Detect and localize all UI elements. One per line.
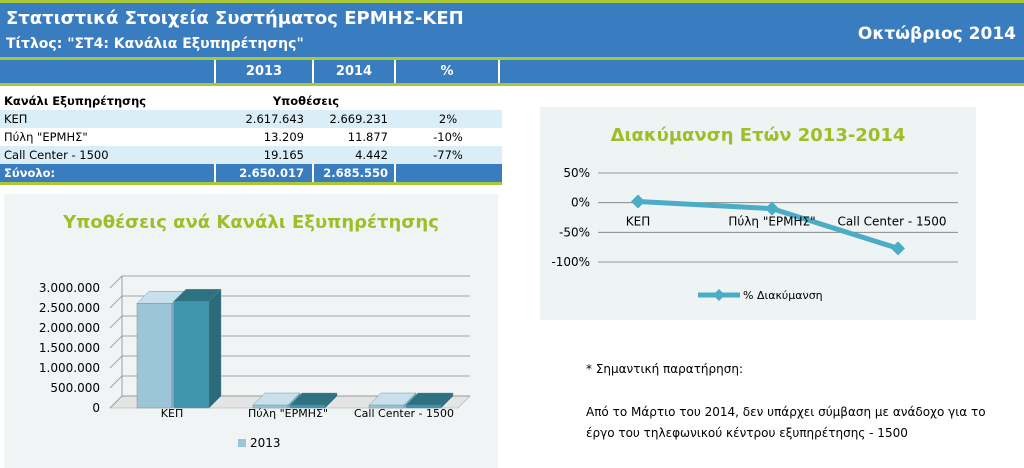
x-category-label: Call Center - 1500 xyxy=(353,407,455,420)
data-point xyxy=(631,194,645,208)
x-category-label: Call Center - 1500 xyxy=(837,214,947,229)
line-chart xyxy=(540,107,976,320)
bar-side-2014 xyxy=(209,289,221,408)
report-month: Οκτώβριος 2014 xyxy=(857,24,1016,44)
row-channel: Πύλη "ΕΡΜΗΣ" xyxy=(4,130,88,144)
y-tick-label: 500.000 xyxy=(50,381,100,395)
line-chart-panel xyxy=(540,107,976,320)
y-tick-label: -100% xyxy=(551,255,590,269)
note-body: Από το Μάρτιο του 2014, δεν υπάρχει σύμβαση με ανάδοχο για το έργο του τηλεφωνικού κέντρου εξυπηρέτησης - 1500 xyxy=(586,405,986,440)
col-label: Κανάλι Εξυπηρέτησης xyxy=(4,94,147,108)
x-category-label: ΚΕΠ xyxy=(625,214,651,229)
legend-swatch-2013 xyxy=(238,439,246,447)
bar-chart xyxy=(4,194,498,468)
y-tick-label: 50% xyxy=(563,166,590,180)
bar-chart-title: Υποθέσεις ανά Κανάλι Εξυπηρέτησης xyxy=(63,212,439,233)
gridline-depth xyxy=(110,316,122,328)
total-label: Σύνολο: xyxy=(4,166,56,180)
y-tick-label: 0 xyxy=(92,401,100,415)
x-category-label: Πύλη "ΕΡΜΗΣ" xyxy=(247,407,329,420)
y-tick-label: 1.000.000 xyxy=(38,361,100,375)
y-tick-label: 0% xyxy=(570,195,590,210)
row-2013: 13.209 xyxy=(263,130,304,144)
gridline-depth xyxy=(110,336,122,348)
gridline-depth xyxy=(110,376,122,388)
row-pct: 2% xyxy=(438,112,458,126)
report-subtitle: Τίτλος: "ΣΤ4: Κανάλια Εξυπηρέτησης" xyxy=(6,36,304,52)
total-divider xyxy=(312,164,314,182)
bar-2014 xyxy=(174,301,209,408)
row-pct: -77% xyxy=(433,148,463,162)
total-divider xyxy=(214,164,216,182)
bar-2013 xyxy=(137,303,172,408)
total-2013: 2.650.017 xyxy=(239,166,304,180)
year-header-2013: 2013 xyxy=(216,60,314,83)
y-tick-label: 1.500.000 xyxy=(38,341,100,355)
y-tick-label: 2.000.000 xyxy=(38,321,100,335)
report-header xyxy=(0,0,1024,60)
total-2014: 2.685.550 xyxy=(323,166,388,180)
line-chart-title: Διακύμανση Ετών 2013-2014 xyxy=(610,125,906,146)
row-2014: 2.669.231 xyxy=(329,112,388,126)
year-header-2014: 2014 xyxy=(314,60,396,83)
legend-label: % Διακύμανση xyxy=(743,289,823,302)
bar-chart-panel xyxy=(4,194,498,468)
row-channel: ΚΕΠ xyxy=(4,112,28,126)
row-2013: 19.165 xyxy=(263,148,304,162)
gridline-depth xyxy=(110,356,122,368)
table-row xyxy=(0,128,502,146)
legend-marker xyxy=(713,289,725,301)
row-2013: 2.617.643 xyxy=(245,112,304,126)
total-divider xyxy=(394,164,396,182)
data-point xyxy=(891,241,905,255)
data-point xyxy=(765,202,779,216)
table-header-row xyxy=(0,92,502,110)
y-tick-label: 2.500.000 xyxy=(38,301,100,315)
x-category-label: Πύλη "ΕΡΜΗΣ" xyxy=(728,214,816,229)
gridline-depth xyxy=(110,296,122,308)
note-title: * Σημαντική παρατήρηση: xyxy=(586,362,743,376)
table-total-row xyxy=(0,164,502,185)
total-pct xyxy=(396,164,500,182)
group-label: Υποθέσεις xyxy=(272,94,340,108)
y-tick-label: -50% xyxy=(558,225,590,240)
table-row xyxy=(0,146,502,164)
row-2014: 11.877 xyxy=(347,130,388,144)
row-2014: 4.442 xyxy=(355,148,388,162)
report-title: Στατιστικά Στοιχεία Συστήματος ΕΡΜΗΣ-ΚΕΠ xyxy=(6,8,464,29)
row-pct: -10% xyxy=(433,130,463,144)
year-header-blank xyxy=(0,60,216,83)
table-row xyxy=(0,110,502,128)
x-category-label: ΚΕΠ xyxy=(160,407,184,420)
gridline-depth xyxy=(110,276,122,288)
y-tick-label: 3.000.000 xyxy=(38,281,100,295)
legend-label: 2013 xyxy=(250,436,281,450)
row-channel: Call Center - 1500 xyxy=(4,148,109,162)
year-header-pct: % Διακύμανση xyxy=(396,60,500,83)
